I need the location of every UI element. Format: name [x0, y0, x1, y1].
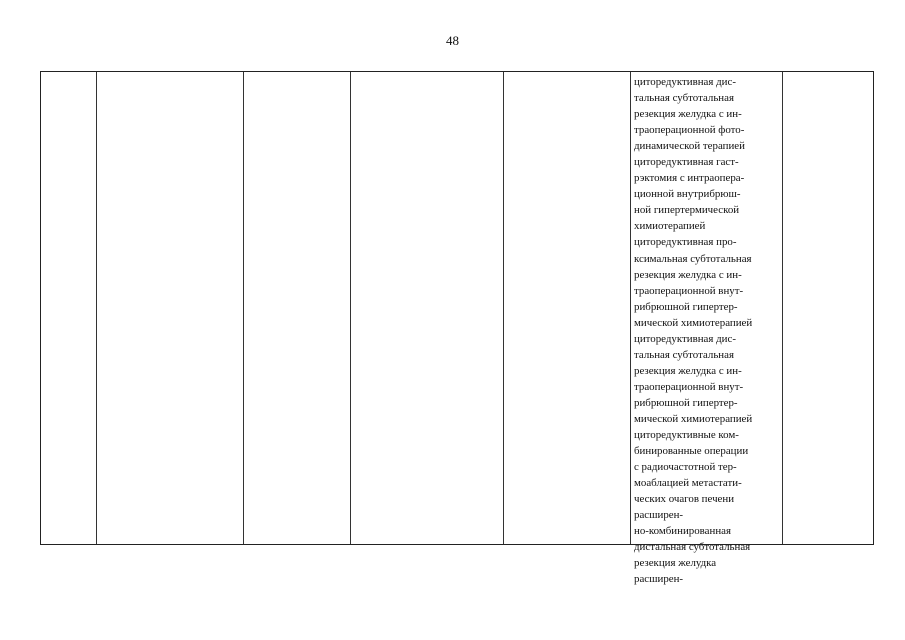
cell-line: циторедуктивные ком-: [634, 429, 739, 442]
cell-line: химиотерапией: [634, 220, 706, 233]
cell-line: дистальная субтотальная: [634, 541, 751, 554]
cell-line: ксимальная субтотальная: [634, 252, 752, 265]
cell-line: резекция желудка с ин-: [634, 108, 742, 121]
cell-line: резекция желудка: [634, 557, 717, 570]
cell-line: мической химиотерапией: [634, 412, 753, 425]
cell-line: траоперационной фото-: [634, 124, 745, 137]
column-divider-5: [630, 72, 631, 544]
cell-line: рэктомия с интраопера-: [634, 172, 745, 185]
cell-line: ционной внутрибрюш-: [634, 188, 741, 201]
cell-line: резекция желудка с ин-: [634, 268, 742, 281]
page-number: 48: [446, 33, 459, 48]
column-divider-3: [350, 72, 351, 544]
cell-line: траоперационной внут-: [634, 284, 744, 297]
cell-line: моаблацией метастати-: [634, 477, 742, 490]
cell-line: динамической терапией: [634, 140, 745, 153]
cell-line: ческих очагов печени: [634, 493, 735, 506]
cell-line: но-комбинированная: [634, 525, 732, 538]
cell-line: тальная субтотальная: [634, 348, 734, 361]
cell-line: тальная субтотальная: [634, 92, 734, 105]
cell-line: резекция желудка с ин-: [634, 364, 742, 377]
cell-line: циторедуктивная гаст-: [634, 156, 739, 169]
column-divider-6: [782, 72, 783, 544]
cell-line: рибрюшной гипертер-: [634, 300, 738, 313]
cell-line: циторедуктивная дис-: [634, 332, 736, 345]
cell-line: мической химиотерапией: [634, 316, 753, 329]
treatment-methods-cell: [634, 74, 780, 586]
column-divider-1: [96, 72, 97, 544]
cell-line: ной гипертермической: [634, 204, 740, 217]
cell-line: циторедуктивная про-: [634, 236, 737, 249]
cell-line: циторедуктивная дис-: [634, 76, 736, 88]
cell-line: расширен-: [634, 573, 684, 586]
cell-line: с радиочастотной тер-: [634, 461, 737, 474]
column-divider-4: [503, 72, 504, 544]
cell-line: бинированные операции: [634, 445, 749, 458]
data-table: [40, 71, 874, 586]
column-divider-2: [243, 72, 244, 544]
cell-line: траоперационной внут-: [634, 380, 744, 393]
cell-line: рибрюшной гипертер-: [634, 396, 738, 409]
cell-line: расширен-: [634, 509, 684, 522]
